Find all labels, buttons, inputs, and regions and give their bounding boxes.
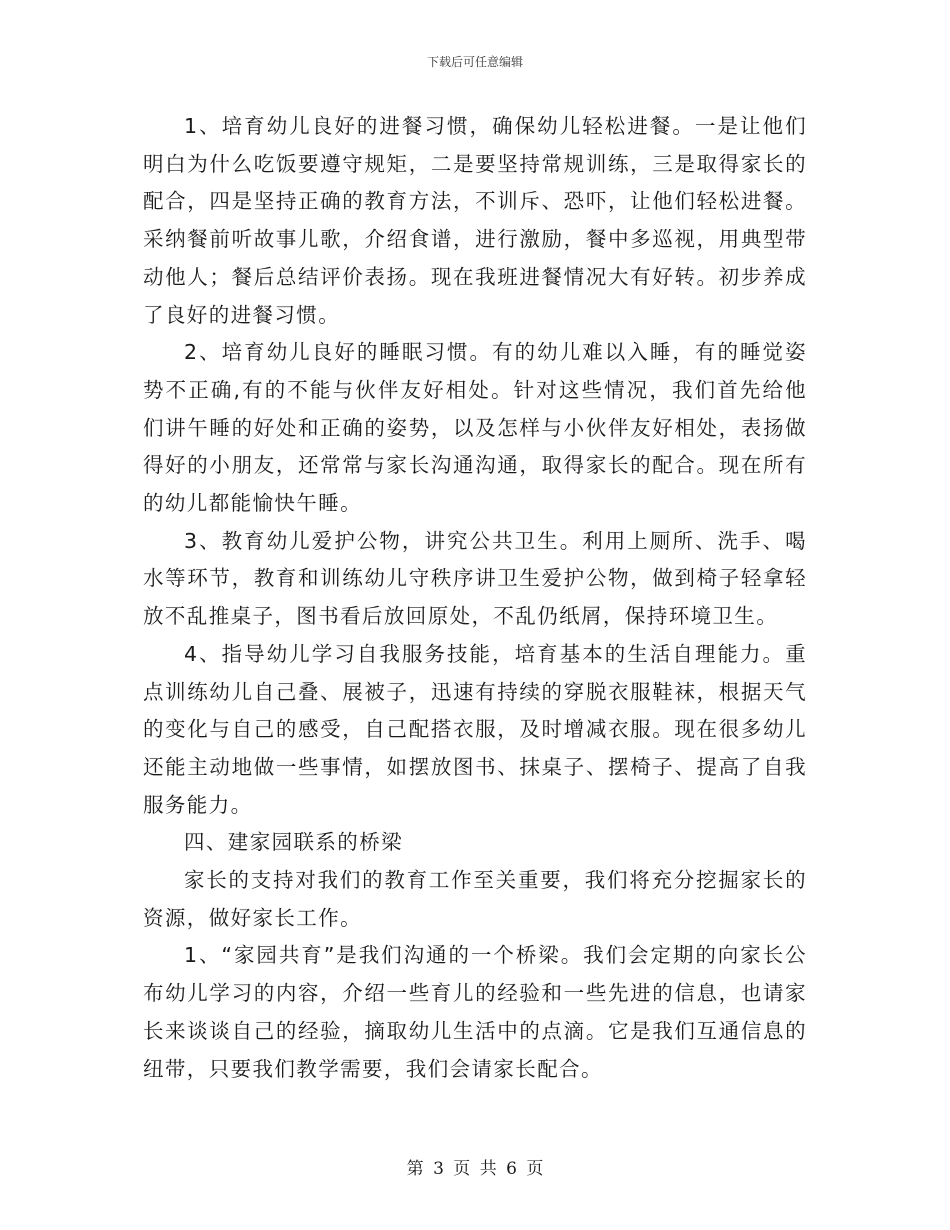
header-note: 下载后可任意编辑 — [426, 55, 523, 69]
paragraph-self-service-skills: 4、指导幼儿学习自我服务技能，培育基本的生活自理能力。重点训练幼儿自己叠、展被子，迅速有持续的穿脱衣服鞋袜，根据天气的变化与自己的感受，自己配搭衣服，及时增减衣服。现在很多幼儿还能主动地做一些事情，如摆放图书、抹桌子、摆椅子、提高了自我服务能力。 — [143, 641, 807, 817]
paragraph-home-school-co-education: 1、“家园共育”是我们沟通的一个桥梁。我们会定期的向家长公布幼儿学习的内容，介绍一些育儿的经验和一些先进的信息，也请家长来谈谈自己的经验，摘取幼儿生活中的点滴。它是我们互通信息的纽带，只要我们教学需要，我们会请家长配合。 — [143, 943, 807, 1081]
paragraph-eating-habits: 1、培育幼儿良好的进餐习惯，确保幼儿轻松进餐。一是让他们明白为什么吃饭要遵守规矩，二是要坚持常规训练，三是取得家长的配合，四是坚持正确的教育方法，不训斥、恐吓，让他们轻松进餐。采纳餐前听故事儿歌，介绍食谱，进行激励，餐中多巡视，用典型带动他人；餐后总结评价表扬。现在我班进餐情况大有好转。初步养成了良好的进餐习惯。 — [143, 114, 807, 327]
page-footer: 第 3 页 共 6 页 — [406, 1159, 544, 1179]
paragraph-sleeping-habits: 2、培育幼儿良好的睡眠习惯。有的幼儿难以入睡，有的睡觉姿势不正确,有的不能与伙伴友好相处。针对这些情况，我们首先给他们讲午睡的好处和正确的姿势，以及怎样与小伙伴友好相处，表扬做得好的小朋友，还常常与家长沟通沟通，取得家长的配合。现在所有的幼儿都能愉快午睡。 — [143, 340, 807, 516]
document-body — [143, 108, 807, 1088]
paragraph-parent-support: 家长的支持对我们的教育工作至关重要，我们将充分挖掘家长的资源，做好家长工作。 — [143, 868, 807, 930]
paragraph-public-hygiene: 3、教育幼儿爱护公物，讲究公共卫生。利用上厕所、洗手、喝水等环节，教育和训练幼儿守秩序讲卫生爱护公物，做到椅子轻拿轻放不乱推桌子，图书看后放回原处，不乱仍纸屑，保持环境卫生。 — [143, 528, 807, 629]
section-heading-home-school-bridge: 四、建家园联系的桥梁 — [184, 830, 403, 855]
